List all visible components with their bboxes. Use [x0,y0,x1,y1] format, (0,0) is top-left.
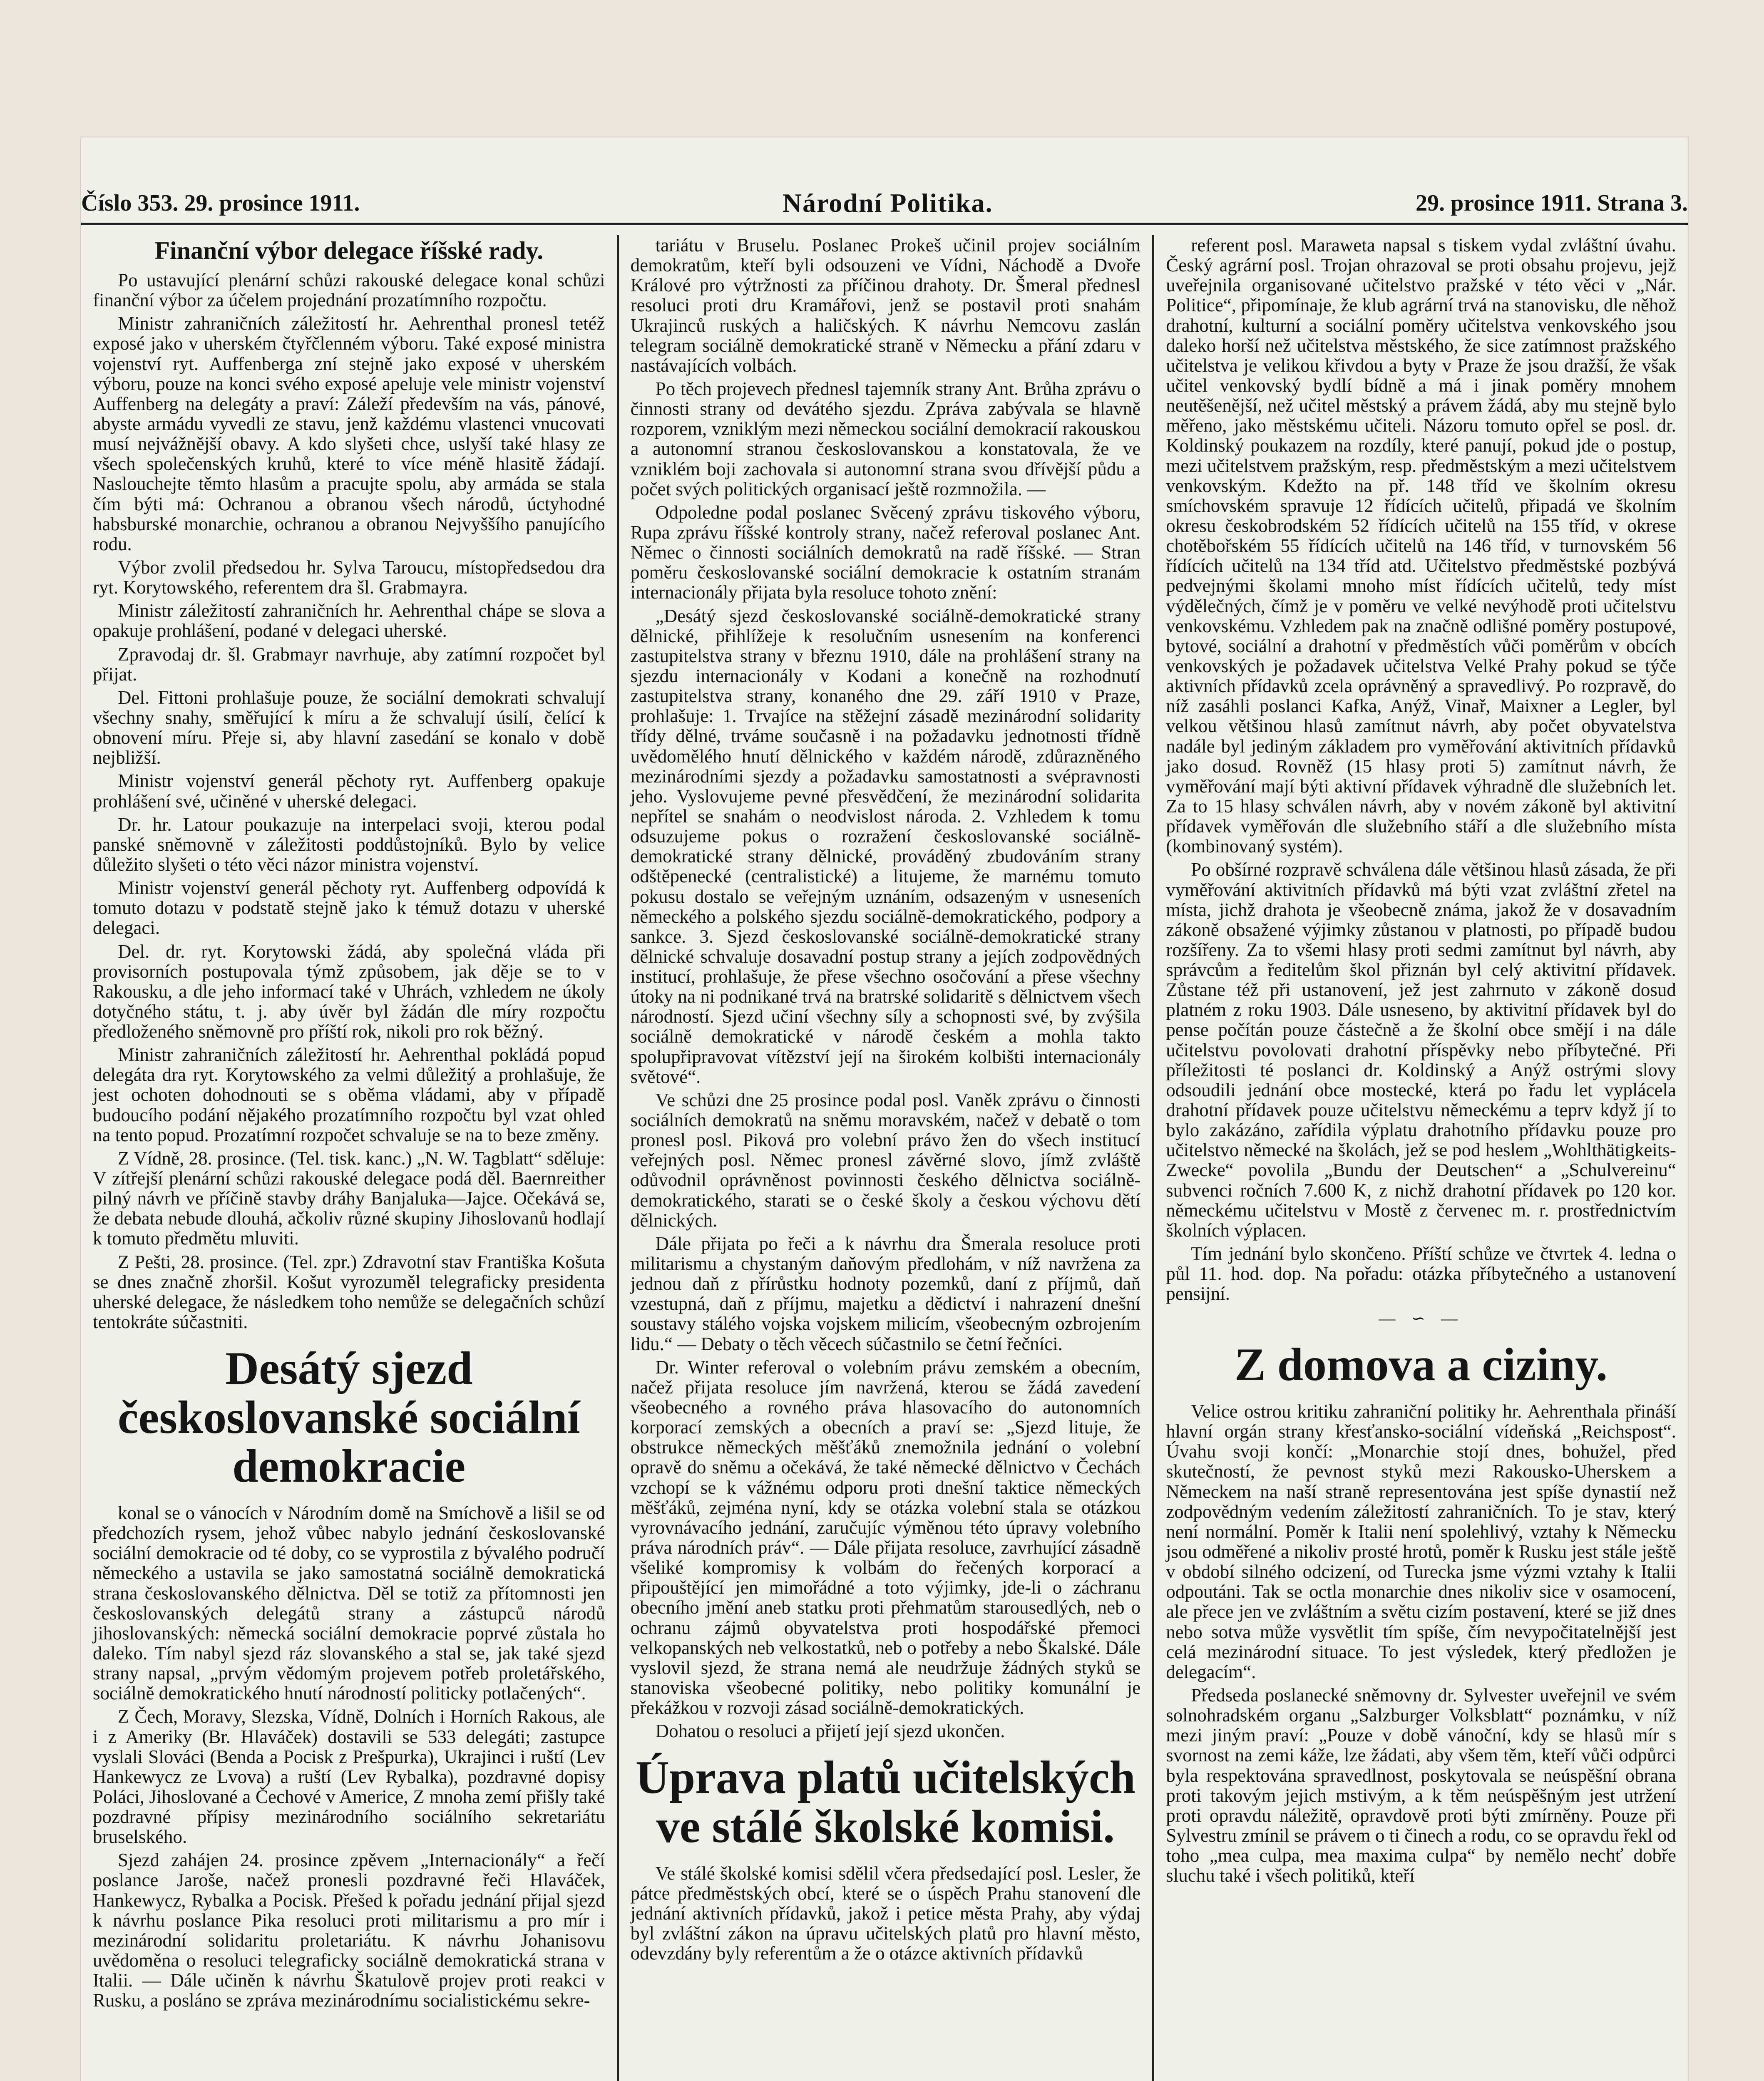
paragraph: Dále přijata po řeči a k návrhu dra Šmerala resoluce proti militarismu a chystaným daňovým předlohám, v níž navržena za jednou daň z přírůstku hodnoty pozemků, daní z příjmů, daň vzestupná, daň z příjmu, majetku a dědictví i nahrazení dnešní soustavy stálého vojska vojskem milicím, všeobecným ozbrojením lidu.“ — Debaty o těch věcech súčastnilo se četní řečníci. [630,1233,1141,1354]
paragraph: Ministr vojenství generál pěchoty ryt. Auffenberg odpovídá k tomuto dotazu v podstatě stejně jako k témuž dotazu v uherské delegaci. [93,877,605,939]
issue-info: Číslo 353. 29. prosince 1911. [81,190,360,216]
paragraph: Ministr zahraničních záležitostí hr. Aehrenthal pokládá popud delegáta dra ryt. Korytowského za velmi důležitý a prohlašuje, že jest ochoten dohodnouti se s oběma vládami, aby v případě budoucího podání nějakého prozatímního rozpočtu byl vzat ohled na tento popud. Prozatímní rozpočet schvaluje se na to beze změny. [93,1044,605,1145]
paragraph: Ve schůzi dne 25 prosince podal posl. Vaněk zprávu o činnosti sociálních demokratů na sněmu moravském, načež v debatě o tom pronesl posl. Piková pro volební právo žen do všech institucí veřejných posl. Němec pronesl závěrné slovo, jímž zvláště odůvodnil oprávněnost povinnosti českého dělnictva sociálně-demokratického, starati se o české školy a českou výchovu dětí dělnických. [630,1089,1141,1231]
section-heading: Z domova a ciziny. [1235,1339,1608,1391]
paragraph: Po obšírné rozpravě schválena dále většinou hlasů zásada, že při vyměřování aktivitních přídavků má býti vzat zvláštní zřetel na místa, jichž drahota je všeobecně známa, jakož že v dosavadním zákoně obsažené výjimky zůstanou v platnosti, po případě budou rozšířeny. Za to všemi hlasy proti sedmi zamítnut byl návrh, aby správcům a ředitelům škol přiznán byl celý aktivitní přídavek. Zůstane též při ustanovení, jež jest zahrnuto v zákoně dosud platném z roku 1903. Dále usneseno, by aktivitní přídavek byl do pense počítán pouze částečně a že školní obce smějí i na dále učitelstvu povolovati drahotní příspěvky nebo příbytečné. Při příležitosti té poslanci dr. Koldinský a Anýž ostrými slovy odsoudili jednání obce mostecké, která po řadu let vyplácela drahotní přídavek pouze učitelstvu německému a teprv když jí to bylo zakázáno, zařídila výplatu drahotního přídavku pouze pro učitelstvo německé na školách, jež se pod heslem „Wohlthätigkeits-Zwecke“ povolila „Bundu der Deutschen“ a „Schulvereinu“ subvenci ročních 7.600 K, z nichž drahotní přídavek po 120 kor. německému učitelstvu v Mostě z červenec m. r. prostřednictvím školních výplacen. [1166,859,1676,1241]
newspaper-page [81,137,1688,2081]
column-3 [1152,235,1688,2081]
article-heading: Desátý sjezd českoslovanské sociální demokracie [117,1343,580,1492]
paragraph: referent posl. Maraweta napsal s tiskem vydal zvláštní úvahu. Český agrární posl. Trojan ohrazoval se proti obsahu projevu, jejž uveřejnila organisované učitelstvo pražské v této věci v „Nár. Politice“, připomínaje, že klub agrární trvá na stanovisku, dle něhož drahotní, kulturní a sociální poměry učitelstva venkovského jsou daleko horší než učitelstva městského, že sice zatímnost pražského učitelstva je velikou křivdou a byty v Praze že jsou dražší, že však učitel venkovský bydlí bídně a má i jinak poměry mnohem neutěšenější, než učitel městský a právem žádá, aby mu stejně bylo měřeno, jako městskému učiteli. Názoru tomuto opřel se posl. dr. Koldinský poukazem na rozdíly, které panují, pokud jde o postup, mezi učitelstvem pražským, resp. předměstským a mezi učitelstvem venkovským. Kdežto na př. 148 tříd ve školním okresu smíchovském spravuje 12 řídících učitelů, připadá ve školním okresu českobrodském 52 řídících učitelů na 155 tříd, v okrese chotěbořském 55 řídících učitelů na 146 tříd, v turnovském 56 řídících učitelů na 134 tříd atd. Učitelstvo předměstské pozbývá pedvejnými školami mnoho míst řídících učitelů, tedy míst výdělečných, čímž je v poměru ve velké nevýhodě proti učitelstvu venkovskému. Vzhledem pak na značně odlišné poměry postupové, bytové, sociální a drahotní v předměstích vůči poměrům v obcích venkovských je požadavek učitelstva Velké Prahy pokud se týče aktivních přídavků zcela oprávněný a spravedlivý. Po rozpravě, do níž zasáhli poslanci Kafka, Anýž, Vinař, Maixner a Legler, byl velkou většinou hlasů zamítnut návrh, aby počet obyvatelstva nadále byl jediným základem pro vyměřování aktivitních přídavků jako dosud. Rovněž (15 hlasy proti 5) zamítnut návrh, že vyměřování mají býti aktivní přídavek výhradně dle služebních let. Za to 15 hlasy schválen návrh, aby v novém zákoně byl aktivitní přídavek vyměřován dle služebního stáří a dle služebního místa (kombinovaný systém). [1166,235,1676,857]
paragraph: Z Vídně, 28. prosince. (Tel. tisk. kanc.) „N. W. Tagblatt“ sděluje: V zítřejší plenární schůzi rakouské delegace podá děl. Baernreither pilný návrh ve příčině stavby dráhy Banjaluka—Jajce. Očekává se, že debata nebude dlouhá, ačkoliv různé skupiny Jihoslovanů hodlají k tomuto předmětu mluviti. [93,1147,605,1249]
paragraph: Dr. Winter referoval o volebním právu zemském a obecním, načež přijata resoluce jím navržená, kterou se žádá zavedení všeobecného a rovného práva hlasovacího do autonomních korporací zemských a obecních a praví se: „Sjezd lituje, že obstrukce německých měšťáků znemožnila jednání o volební opravě do sněmu a očekává, že také německé dělnictvo v Čechách vzchopí se k vážnému odporu proti dnešní taktice německých měšťáků, zejména nyní, kdy se otázka volební stala se otázkou vyrovnávacího jednání, zaručujíc výměnou této úpravy volebního práva národních práv“. — Dále přijata resoluce, zavrhující zásadně všeliké kompromisy k volbám do řečených korporací a připouštějící jen mimořádné a toto výjimky, jde-li o záchranu obecního jmění aneb statku proti přehmatům starousedlých, neb o ochranu zájmů obyvatelstva proti hospodářské přemoci velkopanských neb velkostatků, neb o potřeby a nebo Škalské. Dále vyslovil sjezd, že strana nemá ale neudržuje žádných styků se stanoviska všeobecné politiky, nebo politiky komunální je překážkou v rozvoji zásad sociálně-demokratických. [630,1356,1141,1718]
paragraph: konal se o vánocích v Národním domě na Smíchově a lišil se od předchozích rysem, jehož vůbec nabylo jednání českoslovanské sociální demokracie od té doby, co se vyprostila z bývalého područí německého a ustavila se jako samostatná sociálně demokratická strana českoslovanského dělnictva. Děl se totiž za přítomnosti jen českoslovanských delegátů strany a zástupců národů jihoslovanských: německá sociální demokracie poprvé zůstala ho daleko. Tím nabyl sjezd ráz slovanského a stal se, jak také sjezd strany napsal, „prvým vědomým projevem potřeb proletářského, sociálně demokratického hnutí národností politicky potlačených“. [93,1502,605,1704]
paragraph: Z Pešti, 28. prosince. (Tel. zpr.) Zdravotní stav Františka Košuta se dnes značně zhoršil. Košut vyrozuměl telegraficky presidenta uherské delegace, že následkem toho nemůže se delegačních schůzí tentokráte súčastniti. [93,1251,605,1333]
paragraph: Velice ostrou kritiku zahraniční politiky hr. Aehrenthala přináší hlavní orgán strany křesťansko-sociální vídeňská „Reichspost“. Úvahu svoji končí: „Monarchie stojí dnes, bohužel, před skutečností, že pevnost styků mezi Rakousko-Uherskem a Německem na naší straně representována jest spíše dynastií než zodpovědným vedením záležitostí zahraničních. To je stav, který není normální. Poměr k Italii není spolehlivý, vztahy k Německu jsou odměřené a nikoliv prosté hrotů, poměr k Rusku jest stále ještě v období silného odcizení, od Turecka jsme výzmi vztahy k Italii odpoutáni. Tak se octla monarchie dnes nikoliv sice v osamocení, ale přece jen ve zvláštním a světu cizím postavení, které se již dnes nebo sotva může vysvětlit tím spíše, čím nevypočitatelnější jest celá mezinárodní situace. To jest výsledek, který předložen je delegacím“. [1166,1401,1676,1682]
paragraph: Tím jednání bylo skončeno. Příští schůze ve čtvrtek 4. ledna o půl 11. hod. dop. Na pořadu: otázka příbytečného a ustanovení pensijní. [1166,1243,1676,1304]
separator: — ∽ — [1379,1309,1463,1328]
paragraph: tariátu v Bruselu. Poslanec Prokeš učinil projev sociálním demokratům, kteří byli odsouzeni ve Vídni, Náchodě a Dvoře Králové pro výtržnosti za příčinou drahoty. Dr. Šmeral přednesl resoluci proti dru Kramářovi, jenž se postavil proti snahám Ukrajinců ruských a haličských. K návrhu Nemcovu zaslán telegram sociálně demokratické straně v Německu a přání zdaru v nastávajících volbách. [630,235,1141,376]
date-page-info: 29. prosince 1911. Strana 3. [1416,190,1688,216]
paragraph: Del. Fittoni prohlašuje pouze, že sociální demokrati schvalují všechny snahy, směřující k míru a že schvalují úsilí, čelící k obnovení míru. Přeje si, aby hlavní zasedání se konalo v době nejbližší. [93,687,605,768]
paragraph: „Desátý sjezd českoslovanské sociálně-demokratické strany dělnické, přihlížeje k resolučním usnesením na konferenci zastupitelstva strany v březnu 1910, dále na prohlášení strany na sjezdu internacionály v Kodani a konečně na rozhodnutí zastupitelstva strany, konaného dne 29. září 1910 v Praze, prohlašuje: 1. Trvajíce na stěžejní zásadě mezinárodní solidarity třídy dělné, trváme současně i na požadavku jednotnosti třídně uvědomělého hnutí dělnického v každém národě, zdůrazněného mezinárodními sjezdy a požadavku samostatnosti a svépravnosti jeho. Vyslovujeme pevné přesvědčení, že mezinárodní solidarita nepřítel se snahám o neodvislost národa. 2. Vzhledem k tomu odsuzujeme pokus o rozražení českoslovanské sociálně-demokratické strany dělnické, prováděný zbudováním strany odštěpenecké (centralistické) a litujeme, že marnému tomuto pokusu dostalo se veřejným uznáním, odsazeným v usneseních německého a polského sjezdu sociálně-demokratického, podpory a sankce. 3. Sjezd českoslovanské sociálně-demokratické strany dělnické schvaluje dosavadní postup strany a jejích zodpovědných institucí, prohlašuje, že přese všechno osočování a přese všechny útoky na ni podnikané trvá na bratrské solidaritě s dělnictvem všech národností. Sjezd učiní všechny síly a schopnosti své, by zvýšila sociálně demokratické v národě českém a mohla takto spolupřipravovat vítězství její na širokém kolbišti internacionály světové“. [630,605,1141,1087]
paragraph: Výbor zvolil předsedou hr. Sylva Taroucu, místopředsedou dra ryt. Korytowského, referentem dra šl. Grabmayra. [93,556,605,598]
paragraph: Del. dr. ryt. Korytowski žádá, aby společná vláda při provisorních postupovala týmž způsobem, jak děje se to v Rakousku, a dle jeho informací také v Uhrách, vzhledem ne úkoly dotyčného státu, t. j. aby úvěr byl žádán dle míry rozpočtu předloženého sněmovně pro příští rok, nikoli pro rok běžný. [93,941,605,1042]
paragraph: Zpravodaj dr. šl. Grabmayr navrhuje, aby zatímní rozpočet byl přijat. [93,643,605,685]
header-rule [81,223,1688,225]
paragraph: Ve stálé školské komisi sdělil včera předsedající posl. Lesler, že pátce předměstských obcí, které se o úspěch Prahu stanovení dle jednání aktivních přídavků, jakož i petice města Prahy, aby výdaj byl zvláštní zákon na úpravu učitelských platů pro hlavní město, odevzdány byly referentům a že o otázce aktivních přídavků [630,1862,1141,1964]
paragraph: Z Čech, Moravy, Slezska, Vídně, Dolních i Horních Rakous, ale i z Ameriky (Br. Hlaváček) dostavili se 533 delegáti; zastupce vyslali Slováci (Benda a Pocisk z Prešpurka), Ukrajinci i ruští (Lev Hankewycz ze Lvova) a ruští (Lev Rybalka), pozdravné dopisy Poláci, Jihoslované a Čechové v Americe, Z mnoha zemí přišly také pozdravné přípisy mezinárodního sociálního sekretariátu bruselského. [93,1706,605,1848]
paragraph: Ministr zahraničních záležitostí hr. Aehrenthal pronesl tetéž exposé jako v uherském čtyřčlenném výboru. Také exposé ministra vojenství ryt. Auffenberga zní stejně jako exposé v uherském výboru, pouze na konci svého exposé apeluje vele ministr vojenství Auffenberg na delegáty a praví: Záleží především na vás, pánové, abyste armádu vyvedli ze stavu, jenž každému vlastenci vnucovati musí nejvážnější obavy. A kdo slyšeti chce, uslyší také hlasy ze všech společenských kruhů, které to více méně hlasitě žádají. Naslouchejte těmto hlasům a pracujte spolu, aby armáda se stala čím býti má: Ochranou a obranou všech národů, úctyhodné habsburské monarchie, ochranou a obranou Nejvyššího panujícího rodu. [93,313,605,554]
paragraph: Ministr záležitostí zahraničních hr. Aehrenthal chápe se slova a opakuje prohlášení, podané v delegaci uherské. [93,600,605,641]
paragraph: Sjezd zahájen 24. prosince zpěvem „Internacionály“ a řečí poslance Jaroše, načež pronesli pozdravné řeči Hlaváček, Hankewycz, Rybalka a Pocisk. Přešed k pořadu jednání přijal sjezd k návrhu poslance Pika resoluci proti militarismu a pro mír i mezinárodní solidaritu proletariátu. K návrhu Johanisovu uvědoměna o resoluci telegraficky sociálně demokratická strana v Italii. — Dále učiněn k návrhu Škatulově projev proti reakci v Rusku, a posláno se zpráva mezinárodnímu socialistickému sekre- [93,1850,605,2011]
paragraph: Po ustavující plenární schůzi rakouské delegace konal schůzi finanční výbor za účelem projednání prozatímního rozpočtu. [93,270,605,311]
column-1 [81,235,617,2081]
article-heading: Finanční výbor delegace říšské rady. [154,237,544,264]
paragraph: Dr. hr. Latour poukazuje na interpelaci svoji, kterou podal panské sněmovně v záležitosti poddůstojníků. Bylo by velice důležito slyšeti o této věci názor ministra vojenství. [93,814,605,875]
paragraph: Po těch projevech přednesl tajemník strany Ant. Brůha zprávu o činnosti strany od devátého sjezdu. Zpráva zabývala se hlavně rozporem, vzniklým mezi německou sociální demokracií rakouskou a autonomní stranou českoslovanskou a konstatovala, že ve vzniklém boji zachovala si autonomní strana svou dřívější půdu a počet svých politických organisací ještě rozmnožila. — [630,378,1141,499]
paragraph: Dohatou o resoluci a přijetí její sjezd ukončen. [655,1721,1005,1742]
paragraph: Odpoledne podal poslanec Svěcený zprávu tiskového výboru, Rupa zprávu říšské kontroly strany, načež referoval poslanec Ant. Němec o činnosti sociálních demokratů na radě říšské. — Stran poměru českoslovanské sociální demokracie k ostatním stranám internacionály přijata byla resoluce tohoto znění: [630,502,1141,603]
masthead: Národní Politika. [782,188,993,218]
columns [81,235,1688,2081]
paragraph: Předseda poslanecké sněmovny dr. Sylvester uveřejnil ve svém solnohradském organu „Salzburger Volksblatt“ poznámku, v níž mezi jiným praví: „Pouze v době vánoční, kdy se hlasů mír s svornost na zemi káže, lze žádati, aby všem těm, kteří vůči odpůrci byla respektována spravedlnost, poskytovala se neúspěšní obrana proti takovým jejich mstivým, a k těm neúspěšným jest utržení proti opravdu náležitě, opravdově proti býti zmírněny. Pouze při Sylvestru zmínil se právem o ti činech a rodu, co se opravdu řekl od toho „mea culpa, mea maxima culpa“ by nemělo nechť dobře sluchu také i všech politiků, kteří [1166,1685,1676,1886]
page-header [81,181,1688,225]
article-heading: Úprava platů učitelských ve stálé školské komisi. [635,1752,1135,1853]
column-2 [617,235,1153,2081]
paragraph: Ministr vojenství generál pěchoty ryt. Auffenberg opakuje prohlášení své, učiněné v uherské delegaci. [93,770,605,812]
